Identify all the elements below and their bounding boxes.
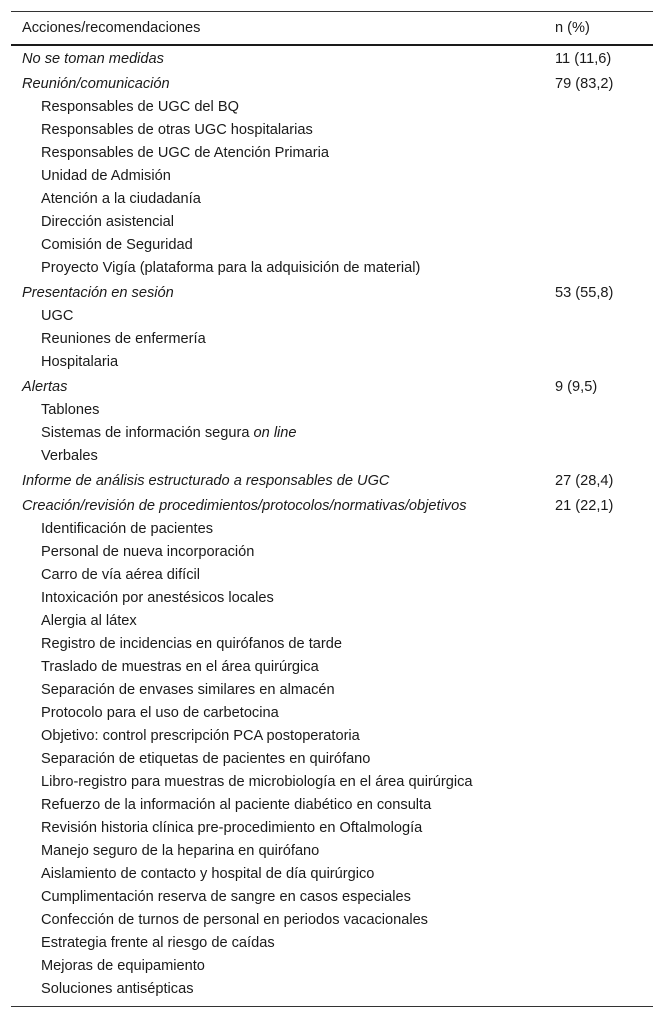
row-label-text: Reunión/comunicación (22, 75, 170, 92)
subitem-row (11, 609, 653, 632)
subitem-row (11, 724, 653, 747)
subitem-row (11, 678, 653, 701)
row-label-text: Reuniones de enfermería (41, 330, 206, 347)
subitem-row (11, 233, 653, 256)
table-bottom-rule (11, 1006, 653, 1007)
n-percent-value: 53 (55,8) (555, 284, 614, 301)
n-percent-value: 79 (83,2) (555, 75, 614, 92)
actions-table (11, 11, 653, 1007)
subitem-label (11, 590, 544, 606)
row-label-text: Alergia al látex (41, 612, 137, 629)
row-label-text: UGC (41, 307, 74, 324)
subitem-row (11, 954, 653, 977)
category-row (11, 281, 653, 304)
subitem-row (11, 421, 653, 444)
subitem-label (11, 544, 544, 560)
subitem-row (11, 816, 653, 839)
subitem-label (11, 682, 544, 698)
subitem-label (11, 448, 544, 464)
row-label-text: Soluciones antisépticas (41, 980, 194, 997)
subitem-row (11, 327, 653, 350)
subitem-label (11, 191, 544, 207)
subitem-label (11, 958, 544, 974)
subitem-row (11, 862, 653, 885)
subitem-label (11, 659, 544, 675)
header-actions: Acciones/recomendaciones (22, 20, 201, 36)
subitem-row (11, 793, 653, 816)
subitem-label (11, 981, 544, 997)
subitem-row (11, 517, 653, 540)
row-label-italic-text: on line (253, 424, 297, 441)
subitem-label (11, 889, 544, 905)
subitem-label (11, 308, 544, 324)
row-label-text: Revisión historia clínica pre-procedimiento en Oftalmología (41, 819, 423, 836)
row-label-text: Comisión de Seguridad (41, 236, 193, 253)
row-label-text: Tablones (41, 401, 100, 418)
category-row (11, 494, 653, 517)
subitem-label (11, 912, 544, 928)
row-label-text: Refuerzo de la información al paciente diabético en consulta (41, 796, 432, 813)
category-row (11, 72, 653, 95)
category-label (11, 473, 544, 489)
category-row (11, 469, 653, 492)
subitem-label (11, 260, 544, 276)
subitem-label (11, 168, 544, 184)
row-label-text: Unidad de Admisión (41, 167, 171, 184)
subitem-label (11, 402, 544, 418)
table-header-row (11, 12, 653, 44)
subitem-row (11, 164, 653, 187)
subitem-label (11, 636, 544, 652)
n-percent-value: 9 (9,5) (555, 378, 598, 395)
n-percent-value: 21 (22,1) (555, 497, 614, 514)
header-n-percent: n (%) (555, 20, 590, 36)
subitem-row (11, 655, 653, 678)
subitem-row (11, 444, 653, 467)
row-label-text: Estrategia frente al riesgo de caídas (41, 934, 275, 951)
subitem-row (11, 187, 653, 210)
category-label (11, 51, 544, 67)
subitem-row (11, 398, 653, 421)
subitem-row (11, 540, 653, 563)
subitem-label (11, 567, 544, 583)
row-label-text: Intoxicación por anestésicos locales (41, 589, 274, 606)
subitem-label (11, 99, 544, 115)
subitem-row (11, 747, 653, 770)
subitem-label (11, 122, 544, 138)
table-body (11, 47, 653, 1000)
row-label-text: Creación/revisión de procedimientos/protocolos/normativas/objetivos (22, 497, 467, 514)
row-label-text: Objetivo: control prescripción PCA postoperatoria (41, 727, 360, 744)
subitem-row (11, 118, 653, 141)
row-label-text: Hospitalaria (41, 353, 119, 370)
subitem-label (11, 935, 544, 951)
subitem-label (11, 705, 544, 721)
subitem-row (11, 908, 653, 931)
subitem-label (11, 214, 544, 230)
subitem-label (11, 331, 544, 347)
subitem-row (11, 839, 653, 862)
table-header-rule (11, 44, 653, 46)
subitem-label (11, 751, 544, 767)
category-label (11, 379, 544, 395)
n-percent-value: 27 (28,4) (555, 472, 614, 489)
subitem-row (11, 304, 653, 327)
category-label (11, 498, 544, 514)
subitem-row (11, 701, 653, 724)
row-label-text: Confección de turnos de personal en periodos vacacionales (41, 911, 428, 928)
subitem-label (11, 797, 544, 813)
row-label-text: Alertas (22, 378, 68, 395)
row-label-text: Personal de nueva incorporación (41, 543, 255, 560)
n-percent-value: 11 (11,6) (555, 50, 612, 67)
row-label-text: Protocolo para el uso de carbetocina (41, 704, 279, 721)
subitem-label (11, 843, 544, 859)
row-label-text: Identificación de pacientes (41, 520, 213, 537)
row-label-text: Presentación en sesión (22, 284, 174, 301)
subitem-label (11, 425, 544, 441)
subitem-row (11, 632, 653, 655)
subitem-row (11, 931, 653, 954)
category-label (11, 285, 544, 301)
category-label (11, 76, 544, 92)
row-label-text: Informe de análisis estructurado a responsables de UGC (22, 472, 390, 489)
subitem-row (11, 95, 653, 118)
subitem-label (11, 521, 544, 537)
row-label-text: Aislamiento de contacto y hospital de día quirúrgico (41, 865, 375, 882)
row-label-text: Separación de etiquetas de pacientes en quirófano (41, 750, 371, 767)
category-row (11, 375, 653, 398)
subitem-label (11, 820, 544, 836)
subitem-label (11, 613, 544, 629)
row-label-text: Responsables de UGC del BQ (41, 98, 239, 115)
subitem-label (11, 866, 544, 882)
row-label-text: Libro-registro para muestras de microbiología en el área quirúrgica (41, 773, 473, 790)
category-row (11, 47, 653, 70)
subitem-row (11, 770, 653, 793)
row-label-text: Traslado de muestras en el área quirúrgica (41, 658, 319, 675)
subitem-label (11, 774, 544, 790)
subitem-row (11, 210, 653, 233)
subitem-label (11, 237, 544, 253)
row-label-text: Verbales (41, 447, 98, 464)
row-label-text: Responsables de otras UGC hospitalarias (41, 121, 313, 138)
row-label-text: Separación de envases similares en almacén (41, 681, 335, 698)
row-label-text: Carro de vía aérea difícil (41, 566, 200, 583)
row-label-text: Sistemas de información segura (41, 424, 250, 441)
row-label-text: Mejoras de equipamiento (41, 957, 205, 974)
subitem-row (11, 586, 653, 609)
subitem-label (11, 145, 544, 161)
subitem-row (11, 256, 653, 279)
subitem-row (11, 350, 653, 373)
subitem-row (11, 563, 653, 586)
subitem-row (11, 141, 653, 164)
subitem-row (11, 885, 653, 908)
subitem-row (11, 977, 653, 1000)
row-label-text: Cumplimentación reserva de sangre en casos especiales (41, 888, 411, 905)
row-label-text: No se toman medidas (22, 50, 164, 67)
row-label-text: Registro de incidencias en quirófanos de tarde (41, 635, 342, 652)
row-label-text: Responsables de UGC de Atención Primaria (41, 144, 329, 161)
row-label-text: Proyecto Vigía (plataforma para la adquisición de material) (41, 259, 421, 276)
row-label-text: Manejo seguro de la heparina en quirófano (41, 842, 320, 859)
row-label-text: Atención a la ciudadanía (41, 190, 201, 207)
subitem-label (11, 728, 544, 744)
subitem-label (11, 354, 544, 370)
row-label-text: Dirección asistencial (41, 213, 175, 230)
